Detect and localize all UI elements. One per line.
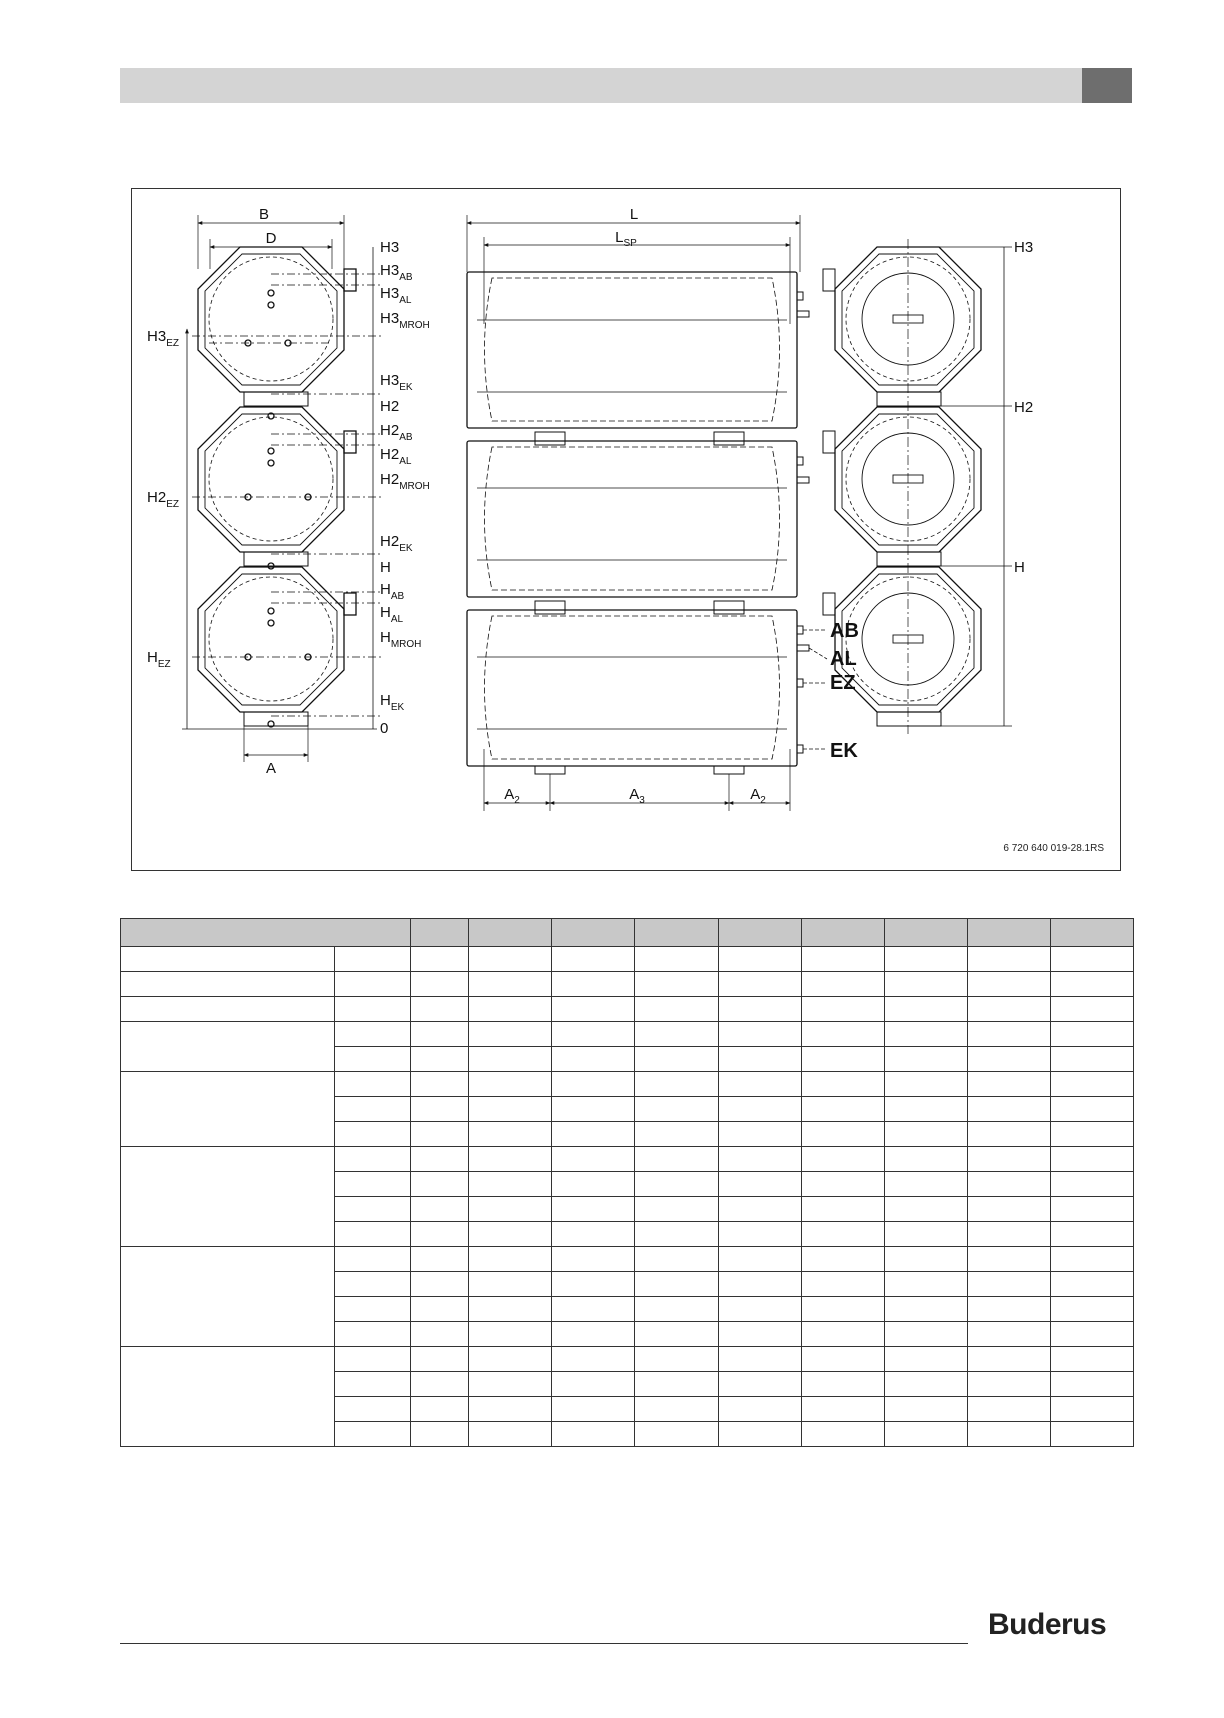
table-cell: [802, 1297, 885, 1322]
table-cell: [802, 1322, 885, 1347]
table-cell: [335, 1272, 411, 1297]
table-cell: [885, 1297, 968, 1322]
table-cell: [802, 1122, 885, 1147]
table-cell: [968, 1172, 1051, 1197]
front-tank-top: [198, 247, 356, 419]
table-cell: [968, 997, 1051, 1022]
table-cell: [552, 1422, 635, 1447]
table-cell: [885, 947, 968, 972]
dim-b-label: B: [258, 206, 270, 223]
height-label: H: [380, 559, 391, 576]
table-cell: [802, 972, 885, 997]
side-tank-top: [467, 272, 797, 428]
table-cell: [635, 1347, 719, 1372]
table-cell: [885, 1122, 968, 1147]
table-cell: [802, 1047, 885, 1072]
table-cell: [1051, 1222, 1134, 1247]
side-view-labels: [504, 206, 859, 806]
table-cell: [802, 1022, 885, 1047]
table-cell: [885, 1072, 968, 1097]
table-cell: [411, 1297, 469, 1322]
table-cell: [719, 1147, 802, 1172]
table-cell: [411, 1222, 469, 1247]
table-cell: [719, 1272, 802, 1297]
table-cell: [335, 1197, 411, 1222]
table-cell: [719, 1347, 802, 1372]
table-cell: [719, 1322, 802, 1347]
table-cell: [335, 1422, 411, 1447]
table-cell: [968, 1297, 1051, 1322]
height-label: H3: [380, 239, 400, 256]
table-cell: [885, 1047, 968, 1072]
table-cell: [552, 997, 635, 1022]
table-cell: [335, 1247, 411, 1272]
table-cell: [335, 1147, 411, 1172]
table-cell: [802, 947, 885, 972]
table-cell: [719, 972, 802, 997]
table-cell: [635, 1397, 719, 1422]
table-cell: [552, 1372, 635, 1397]
table-cell: [968, 1147, 1051, 1172]
table-cell: [552, 1272, 635, 1297]
height-label: $H2_{AL}$: [380, 446, 412, 467]
table-cell: [635, 1122, 719, 1147]
table-cell: [469, 1297, 552, 1322]
table-cell: [469, 1222, 552, 1247]
table-cell: [411, 1247, 469, 1272]
table-cell: [1051, 1197, 1134, 1222]
table-cell: [1051, 1247, 1134, 1272]
table-cell: [885, 1322, 968, 1347]
table-cell: [719, 1297, 802, 1322]
table-cell: [968, 1022, 1051, 1047]
table-cell: [469, 1372, 552, 1397]
table-cell: [335, 1372, 411, 1397]
table-header-cell: [552, 919, 635, 947]
rear-view-labels: [1014, 239, 1033, 576]
table-row: [121, 1072, 1134, 1097]
table-cell: [335, 1022, 411, 1047]
drawing-svg: [132, 189, 1122, 872]
table-cell: [411, 1372, 469, 1397]
table-cell: [411, 1197, 469, 1222]
table-cell: [1051, 1272, 1134, 1297]
table-cell: [469, 1197, 552, 1222]
table-cell: [552, 1322, 635, 1347]
table-cell: [802, 1247, 885, 1272]
table-cell: [968, 1072, 1051, 1097]
side-view: [467, 215, 827, 811]
table-cell: [885, 1097, 968, 1122]
buderus-logo: Buderus: [988, 1608, 1107, 1641]
table-cell: [469, 947, 552, 972]
table-cell: [885, 1397, 968, 1422]
table-cell: [1051, 1097, 1134, 1122]
table-cell: [885, 1147, 968, 1172]
conn-ab-label: AB: [830, 620, 859, 642]
table-cell: [411, 1397, 469, 1422]
table-header-cell: [121, 919, 411, 947]
table-cell: [1051, 1147, 1134, 1172]
table-cell: [635, 1197, 719, 1222]
front-view: [182, 215, 382, 762]
header-bar: [120, 68, 1082, 103]
table-cell: [635, 1247, 719, 1272]
table-cell: [552, 1022, 635, 1047]
table-cell: [802, 1172, 885, 1197]
table-cell: [1051, 1422, 1134, 1447]
table-cell: [802, 1222, 885, 1247]
table-header-cell: [802, 919, 885, 947]
table-cell: [335, 1222, 411, 1247]
side-tank-bottom: [467, 610, 797, 766]
table-cell: [635, 997, 719, 1022]
conn-ek-label: EK: [830, 740, 858, 762]
table-cell: [719, 1247, 802, 1272]
table-cell: [719, 1372, 802, 1397]
table-cell: [635, 1372, 719, 1397]
table-cell: [552, 1097, 635, 1122]
table-cell: [469, 1022, 552, 1047]
table-cell: [552, 1247, 635, 1272]
table-cell: [335, 1322, 411, 1347]
table-cell: [635, 1072, 719, 1097]
table-cell: [802, 1372, 885, 1397]
dim-d-label: D: [265, 230, 277, 247]
table-cell: [719, 1197, 802, 1222]
table-row: [121, 997, 1134, 1022]
table-cell: [411, 1147, 469, 1172]
table-cell: [1051, 1397, 1134, 1422]
table-cell: [121, 947, 335, 972]
table-cell: [1051, 947, 1134, 972]
table-cell: [411, 1322, 469, 1347]
table-cell: [335, 1047, 411, 1072]
ez-height-label: $H_{EZ}$: [147, 649, 171, 670]
table-row: [121, 947, 1134, 972]
dimension-drawing: [131, 188, 1121, 871]
table-header-cell: [719, 919, 802, 947]
table-cell: [885, 1197, 968, 1222]
table-cell: [719, 947, 802, 972]
table-cell: [885, 972, 968, 997]
table-header-cell: [469, 919, 552, 947]
table-cell: [635, 1297, 719, 1322]
table-cell: [335, 1297, 411, 1322]
table-cell: [411, 1272, 469, 1297]
table-cell: [552, 1222, 635, 1247]
table-cell: [121, 1347, 335, 1447]
table-cell: [719, 997, 802, 1022]
table-cell: [411, 1047, 469, 1072]
rear-label-h3: H3: [1014, 239, 1034, 256]
table-cell: [719, 1047, 802, 1072]
table-cell: [411, 997, 469, 1022]
table-cell: [802, 1397, 885, 1422]
table-cell: [719, 1022, 802, 1047]
table-cell: [635, 1022, 719, 1047]
table-cell: [1051, 1347, 1134, 1372]
table-cell: [719, 1072, 802, 1097]
table-cell: [1051, 1322, 1134, 1347]
table-cell: [121, 997, 335, 1022]
table-cell: [552, 1397, 635, 1422]
table-cell: [121, 1022, 335, 1072]
table-cell: [1051, 1122, 1134, 1147]
table-cell: [802, 1072, 885, 1097]
table-cell: [968, 972, 1051, 997]
table-cell: [335, 1072, 411, 1097]
table-header-cell: [968, 919, 1051, 947]
height-label: $H_{EK}$: [380, 692, 405, 713]
table-header-cell: [1051, 919, 1134, 947]
rear-label-h2: H2: [1014, 399, 1034, 416]
footer-rule: [120, 1643, 968, 1644]
table-cell: [469, 1122, 552, 1147]
table-cell: [552, 1122, 635, 1147]
table-cell: [411, 1072, 469, 1097]
table-cell: [968, 1397, 1051, 1422]
ez-labels: [147, 328, 179, 670]
figure-code: 6 720 640 019-28.1RS: [1003, 843, 1104, 854]
height-label: $H_{MROH}$: [380, 629, 422, 650]
table-cell: [552, 972, 635, 997]
table-cell: [552, 1197, 635, 1222]
table-header-cell: [885, 919, 968, 947]
front-tank-bottom: [198, 567, 356, 727]
dim-a-label: A: [265, 760, 277, 777]
table-cell: [121, 1072, 335, 1147]
table-cell: [719, 1422, 802, 1447]
table-cell: [469, 1247, 552, 1272]
table-cell: [335, 1097, 411, 1122]
table-row: [121, 1022, 1134, 1047]
table-cell: [411, 1347, 469, 1372]
table-cell: [335, 1172, 411, 1197]
table-cell: [335, 972, 411, 997]
table-cell: [411, 972, 469, 997]
height-label: $H3_{EK}$: [380, 372, 413, 393]
table-cell: [968, 1422, 1051, 1447]
table-cell: [635, 1097, 719, 1122]
dim-a2-left-label: $A_2$: [504, 786, 520, 806]
table-cell: [802, 1272, 885, 1297]
table-cell: [968, 1372, 1051, 1397]
height-labels: [380, 239, 430, 737]
height-label: $H_{AB}$: [380, 581, 405, 602]
table-cell: [469, 1397, 552, 1422]
table-cell: [635, 1322, 719, 1347]
table-cell: [635, 1172, 719, 1197]
table-cell: [802, 1347, 885, 1372]
table-row: [121, 1347, 1134, 1372]
table-cell: [469, 1322, 552, 1347]
table-header-cell: [635, 919, 719, 947]
table-cell: [552, 1072, 635, 1097]
table-cell: [635, 1272, 719, 1297]
table-cell: [968, 1047, 1051, 1072]
height-label: $H_{AL}$: [380, 604, 404, 625]
table-cell: [885, 1372, 968, 1397]
table-cell: [1051, 1022, 1134, 1047]
table-cell: [885, 1172, 968, 1197]
table-cell: [469, 1272, 552, 1297]
table-cell: [121, 972, 335, 997]
side-tank-middle: [467, 441, 797, 597]
table-cell: [1051, 1172, 1134, 1197]
table-cell: [635, 947, 719, 972]
table-cell: [469, 1172, 552, 1197]
table-cell: [411, 1422, 469, 1447]
ez-height-label: $H2_{EZ}$: [147, 489, 179, 510]
table-cell: [885, 1347, 968, 1372]
height-label: $H2_{MROH}$: [380, 471, 430, 492]
table-header-row: [121, 919, 1134, 947]
table-cell: [719, 1172, 802, 1197]
table-cell: [411, 1122, 469, 1147]
table-cell: [802, 1422, 885, 1447]
table-cell: [968, 1247, 1051, 1272]
table-cell: [552, 1172, 635, 1197]
table-cell: [968, 1322, 1051, 1347]
table-cell: [469, 1147, 552, 1172]
table-cell: [1051, 1047, 1134, 1072]
table-cell: [1051, 1297, 1134, 1322]
table-cell: [802, 1097, 885, 1122]
table-cell: [469, 1097, 552, 1122]
height-label: $H3_{AB}$: [380, 262, 413, 283]
table-cell: [121, 1147, 335, 1247]
table-cell: [635, 1047, 719, 1072]
table-cell: [335, 947, 411, 972]
table-cell: [885, 1022, 968, 1047]
table-cell: [885, 1422, 968, 1447]
table-cell: [121, 1247, 335, 1347]
table-row: [121, 972, 1134, 997]
table-cell: [552, 1047, 635, 1072]
conn-al-label: AL: [830, 648, 857, 670]
height-label: $H3_{MROH}$: [380, 310, 430, 331]
table-cell: [719, 1222, 802, 1247]
table-cell: [635, 1222, 719, 1247]
table-cell: [968, 1122, 1051, 1147]
dim-a2-right-label: $A_2$: [750, 786, 766, 806]
dim-a3-label: $A_3$: [629, 786, 645, 806]
table-cell: [719, 1097, 802, 1122]
table-cell: [885, 1222, 968, 1247]
table-cell: [968, 1197, 1051, 1222]
table-row: [121, 1247, 1134, 1272]
table-cell: [1051, 1372, 1134, 1397]
table-cell: [552, 1347, 635, 1372]
table-cell: [335, 997, 411, 1022]
table-cell: [552, 1147, 635, 1172]
height-label: 0: [380, 720, 389, 737]
table-header-cell: [411, 919, 469, 947]
table-cell: [968, 947, 1051, 972]
table-cell: [469, 1422, 552, 1447]
table-cell: [885, 997, 968, 1022]
table-cell: [802, 997, 885, 1022]
table-cell: [968, 1272, 1051, 1297]
table-cell: [335, 1347, 411, 1372]
height-label: $H3_{AL}$: [380, 285, 412, 306]
conn-ez-label: EZ: [830, 672, 856, 694]
table-cell: [335, 1122, 411, 1147]
table-cell: [968, 1097, 1051, 1122]
table-cell: [719, 1122, 802, 1147]
table-cell: [469, 997, 552, 1022]
table-cell: [1051, 972, 1134, 997]
dim-l-label: L: [629, 206, 639, 223]
table-cell: [968, 1347, 1051, 1372]
height-label: H2: [380, 398, 400, 415]
table-cell: [1051, 997, 1134, 1022]
table-cell: [802, 1197, 885, 1222]
ez-height-label: $H3_{EZ}$: [147, 328, 179, 349]
table-row: [121, 1147, 1134, 1172]
table-cell: [719, 1397, 802, 1422]
table-cell: [411, 1097, 469, 1122]
table-cell: [1051, 1072, 1134, 1097]
page-number-tab: [1082, 68, 1132, 103]
height-label: $H2_{EK}$: [380, 533, 413, 554]
table-cell: [968, 1222, 1051, 1247]
table-cell: [469, 1072, 552, 1097]
table-cell: [885, 1247, 968, 1272]
table-cell: [885, 1272, 968, 1297]
height-label: $H2_{AB}$: [380, 422, 413, 443]
front-tank-middle: [198, 407, 356, 569]
table-cell: [411, 947, 469, 972]
dim-lsp-label: $L_{SP}$: [615, 229, 637, 249]
table-cell: [552, 1297, 635, 1322]
table-cell: [635, 1422, 719, 1447]
table-cell: [469, 972, 552, 997]
dimension-table: [120, 918, 1134, 1447]
table-cell: [469, 1047, 552, 1072]
table-cell: [335, 1397, 411, 1422]
table-cell: [411, 1172, 469, 1197]
table-cell: [411, 1022, 469, 1047]
front-view-labels: [147, 206, 430, 777]
table-cell: [469, 1347, 552, 1372]
table-cell: [635, 1147, 719, 1172]
table-cell: [802, 1147, 885, 1172]
table-cell: [635, 972, 719, 997]
rear-label-h: H: [1014, 559, 1025, 576]
table-cell: [552, 947, 635, 972]
